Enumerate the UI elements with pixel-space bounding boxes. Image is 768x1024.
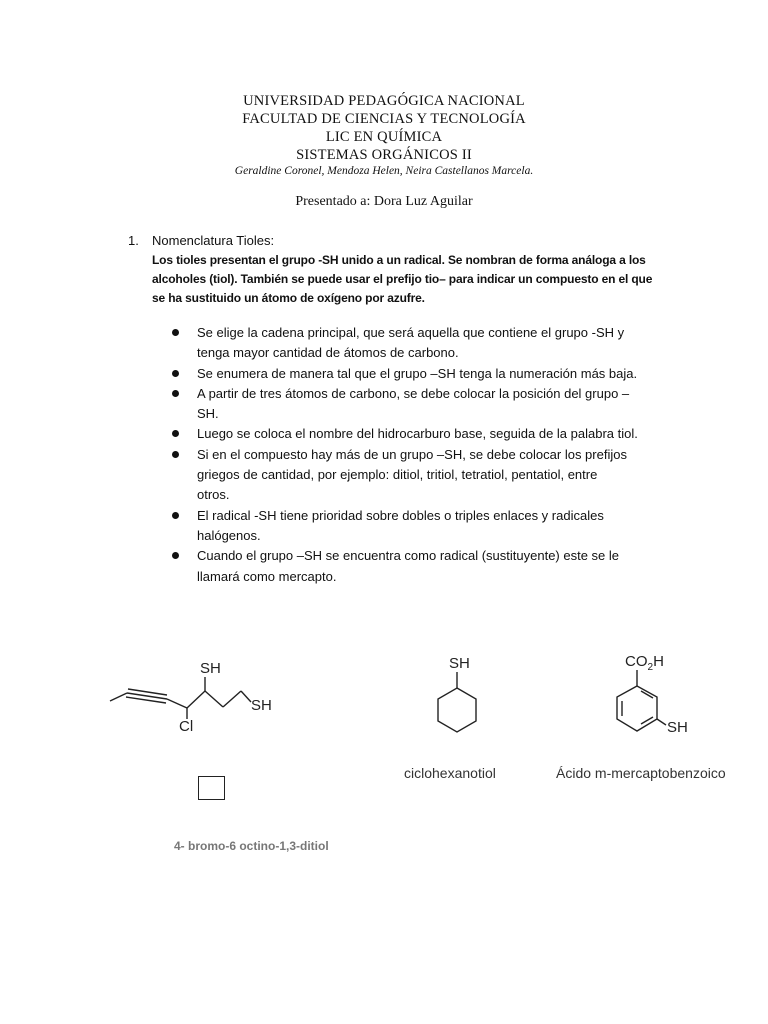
rule-line: Cuando el grupo –SH se encuentra como radical (sustituyente) este se le [197, 548, 620, 564]
bullet-icon [172, 370, 179, 377]
bullet-icon [172, 552, 179, 559]
rule-item [170, 424, 670, 444]
rule-item [170, 323, 670, 364]
section-title [128, 232, 668, 249]
sh-label: SH [200, 660, 221, 677]
course-name: SISTEMAS ORGÁNICOS II [296, 147, 472, 163]
octynedithiol-structure [110, 677, 251, 719]
rule-line: tenga mayor cantidad de átomos de carbono. [197, 345, 459, 361]
rule-item [170, 445, 670, 506]
rule-line: Se enumera de manera tal que el grupo –SH tenga la numeración más baja. [197, 365, 638, 381]
bullet-icon [172, 390, 179, 397]
rule-line: llamará como mercapto. [197, 568, 337, 584]
section-intro [152, 251, 668, 308]
bullet-icon [172, 329, 179, 336]
answer-box [198, 776, 225, 800]
carboxyl-label: $CO_2H$ [625, 653, 664, 673]
rule-line: SH. [197, 406, 219, 422]
rule-item [170, 506, 670, 547]
bullet-icon [172, 451, 179, 458]
chlorine-label: Cl [179, 718, 194, 735]
rule-line: griegos de cantidad, por ejemplo: ditiol, tritiol, tetratiol, pentatiol, entre [197, 467, 598, 483]
benzoic-acid-structure [617, 670, 666, 731]
document-header [0, 92, 768, 179]
faculty-name: FACULTAD DE CIENCIAS Y TECNOLOGÍA [242, 111, 526, 127]
rule-line: halógenos. [197, 527, 261, 543]
rule-line: Luego se coloca el nombre del hidrocarburo base, seguida de la palabra tiol. [197, 426, 638, 442]
rule-line: El radical -SH tiene prioridad sobre dobles o triples enlaces y radicales [197, 507, 604, 523]
university-name: UNIVERSIDAD PEDAGÓGICA NACIONAL [243, 93, 525, 109]
rules-list [170, 323, 670, 587]
intro-line: Los tioles presentan el grupo -SH unido a un radical. Se nombran de forma análoga a los [152, 253, 646, 267]
rule-item [170, 364, 670, 384]
mercaptobenzoic-caption: Ácido m-mercaptobenzoico [556, 765, 726, 781]
cyclohexane-structure [438, 672, 476, 732]
cyclohexanethiol-caption: ciclohexanotiol [404, 765, 496, 781]
section-title-text: Nomenclatura Tioles: [152, 233, 275, 248]
sh-label: SH [667, 719, 688, 736]
bullet-icon [172, 430, 179, 437]
sh-label: SH [449, 655, 470, 672]
rule-item [170, 546, 670, 587]
rule-line: Se elige la cadena principal, que será aquella que contiene el grupo -SH y [197, 325, 625, 340]
sh-label: SH [251, 697, 272, 714]
thiol-section [128, 232, 668, 308]
intro-line: alcoholes (tiol). También se puede usar el prefijo tio– para indicar un compuesto en el que [152, 272, 653, 286]
rule-line: A partir de tres átomos de carbono, se debe colocar la posición del grupo – [197, 385, 630, 401]
bullet-icon [172, 512, 179, 519]
intro-line: se ha sustituido un átomo de oxígeno por azufre. [152, 291, 425, 305]
program-name: LIC EN QUÍMICA [325, 129, 443, 145]
presented-to: Presentado a: Dora Luz Aguilar [295, 194, 473, 209]
rule-line: otros. [197, 487, 230, 503]
octynedithiol-caption: 4- bromo-6 octino-1,3-ditiol [174, 839, 329, 853]
rule-item [170, 384, 670, 425]
authors: Geraldine Coronel, Mendoza Helen, Neira Castellanos Marcela. [234, 165, 534, 177]
rule-line: Si en el compuesto hay más de un grupo –SH, se debe colocar los prefijos [197, 446, 627, 462]
section-number: 1. [128, 233, 139, 248]
